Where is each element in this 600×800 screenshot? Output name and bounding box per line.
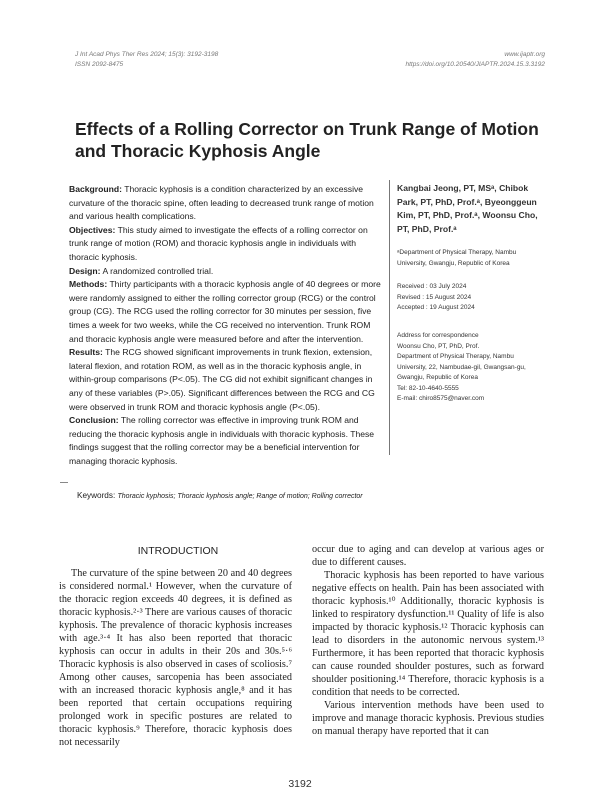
section-heading-introduction: INTRODUCTION bbox=[137, 545, 219, 557]
background-label: Background: bbox=[69, 184, 122, 194]
design-text: A randomized controlled trial. bbox=[102, 265, 214, 276]
keywords-label: Keywords: bbox=[77, 491, 116, 500]
correspondence-name: Woonsu Cho, PT, PhD, Prof. bbox=[397, 342, 480, 350]
page-number: 3192 bbox=[288, 778, 312, 790]
intro-paragraph-3: Various intervention methods have been used to improve and manage thoracic kyphosis. Previous studies on manual therapy have reported that it can bbox=[312, 700, 544, 737]
intro-paragraph-1: The curvature of the spine between 20 and 40 degrees is considered normal.¹ However, when the curvature of the thoracic region exceeds 40 degrees, it is defined as thoracic kyphosis.²·³ There are various causes of thoracic kyphosis. The prevalence of thoracic kyphosis increases with age.³·⁴ It has also been reported that thoracic kyphosis can occur in adults in their 20s and 30s.⁵·⁶ Thoracic kyphosis is also observed in cases of scoliosis.⁷ Among other causes, sarcopenia has been associated with an increased thoracic kyphosis angle,⁸ and it has been reported that certain occupations requiring prolonged work in specific postures are related to thoracic kyphosis.⁹ Therefore, thoracic kyphosis does not necessarily bbox=[59, 568, 292, 748]
received-date: Received : 03 July 2024 bbox=[397, 283, 467, 290]
accepted-date: Accepted : 19 August 2024 bbox=[397, 304, 475, 311]
correspondence bbox=[397, 331, 545, 405]
correspondence-email[interactable]: E-mail: chiro8575@naver.com bbox=[397, 395, 485, 402]
article-title: Effects of a Rolling Corrector on Trunk Range of Motion and Thoracic Kyphosis Angle bbox=[75, 119, 539, 161]
body-column-left bbox=[59, 567, 292, 749]
affiliation: ᵃDepartment of Physical Therapy, Nambu University, Gwangju, Republic of Korea bbox=[397, 249, 517, 267]
results-text: The RCG showed significant improvements in trunk flexion, extension, lateral flexion, and rotation ROM, as well as in the thoracic kyphosis angle, in within-group comparisons (P<.05). The CG did not exhibit significant changes in any of these variables (P>.05). Significant differences between the RCG and CG were observed in trunk ROM and thoracic kyphosis angle (P<.05). bbox=[69, 347, 375, 412]
intro-paragraph-2: Thoracic kyphosis has been reported to have various negative effects on health. Pain has been associated with thoracic kyphosis.¹⁰ Additionally, thoracic kyphosis is linked to respiratory dysfunction.¹¹ Quality of life is also impacted by thoracic kyphosis.¹² Thoracic kyphosis can lead to disorders in the autonomic nervous system.¹³ Furthermore, it has been reported that thoracic kyphosis can cause rounded shoulder postures, such as forward shoulder positioning.¹⁴ Therefore, thoracic kyphosis is a condition that needs to be corrected. bbox=[312, 570, 544, 698]
correspondence-address: Department of Physical Therapy, Nambu University, 22, Nambudae-gil, Gwangsan-gu, Gwangju, Republic of Korea bbox=[397, 353, 526, 381]
objectives-label: Objectives: bbox=[69, 224, 116, 235]
keywords bbox=[77, 490, 397, 502]
doi-link[interactable]: https://doi.org/10.20540/JIAPTR.2024.15.3.3192 bbox=[405, 61, 545, 68]
article-dates bbox=[397, 282, 545, 314]
objectives-text: This study aimed to investigate the effects of a rolling corrector on trunk range of motion (ROM) and thoracic kyphosis angle in individuals with thoracic kyphosis. bbox=[69, 224, 368, 262]
abstract bbox=[69, 183, 381, 468]
intro-paragraph-1-cont: occur due to aging and can develop at various ages or due to different causes. bbox=[312, 544, 544, 568]
issn: ISSN 2092-8475 bbox=[75, 61, 124, 68]
column-divider bbox=[389, 180, 390, 455]
conclusion-text: The rolling corrector was effective in improving trunk ROM and reducing the thoracic kyphosis angle in individuals with thoracic kyphosis. These findings suggest that the rolling corrector may be a beneficial intervention for managing thoracic kyphosis. bbox=[69, 415, 375, 466]
revised-date: Revised : 15 August 2024 bbox=[397, 293, 472, 301]
keywords-text: Thoracic kyphosis; Thoracic kyphosis angle; Range of motion; Rolling corrector bbox=[117, 493, 363, 500]
body-column-right bbox=[312, 543, 544, 738]
methods-text: Thirty participants with a thoracic kyphosis angle of 40 degrees or more were randomly assigned to either the rolling corrector group (RCG) or the control group (CG). The RCG used the rolling corrector for 30 minutes per session, five times a week for two weeks, while the CG received no intervention. Trunk ROM and thoracic kyphosis angle were measured before and after the intervention. bbox=[69, 279, 381, 344]
conclusion-label: Conclusion: bbox=[69, 415, 119, 426]
keywords-rule-left bbox=[60, 482, 68, 483]
results-label: Results: bbox=[69, 347, 103, 358]
journal-website-link[interactable]: www.ijaptr.org bbox=[504, 51, 545, 58]
design-label: Design: bbox=[69, 265, 101, 276]
running-header-left bbox=[75, 50, 325, 70]
author-list: Kangbai Jeong, PT, MSᵃ, Chibok Park, PT, PhD, Prof.ᵃ, Byeonggeun Kim, PT, PhD, Prof.ᵃ, Woonsu Cho, PT, PhD, Prof.ᵃ bbox=[397, 183, 538, 234]
correspondence-tel: Tel: 82-10-4640-5555 bbox=[397, 384, 459, 392]
journal-citation: J Int Acad Phys Ther Res 2024; 15(3): 3192-3198 bbox=[75, 51, 219, 58]
running-header-right bbox=[300, 50, 545, 70]
background-text: Thoracic kyphosis is a condition characterized by an excessive curvature of the thoracic spine, often leading to decreased trunk range of motion and various health complications. bbox=[69, 184, 374, 222]
methods-label: Methods: bbox=[69, 279, 108, 290]
correspondence-heading: Address for correspondence bbox=[397, 332, 479, 339]
